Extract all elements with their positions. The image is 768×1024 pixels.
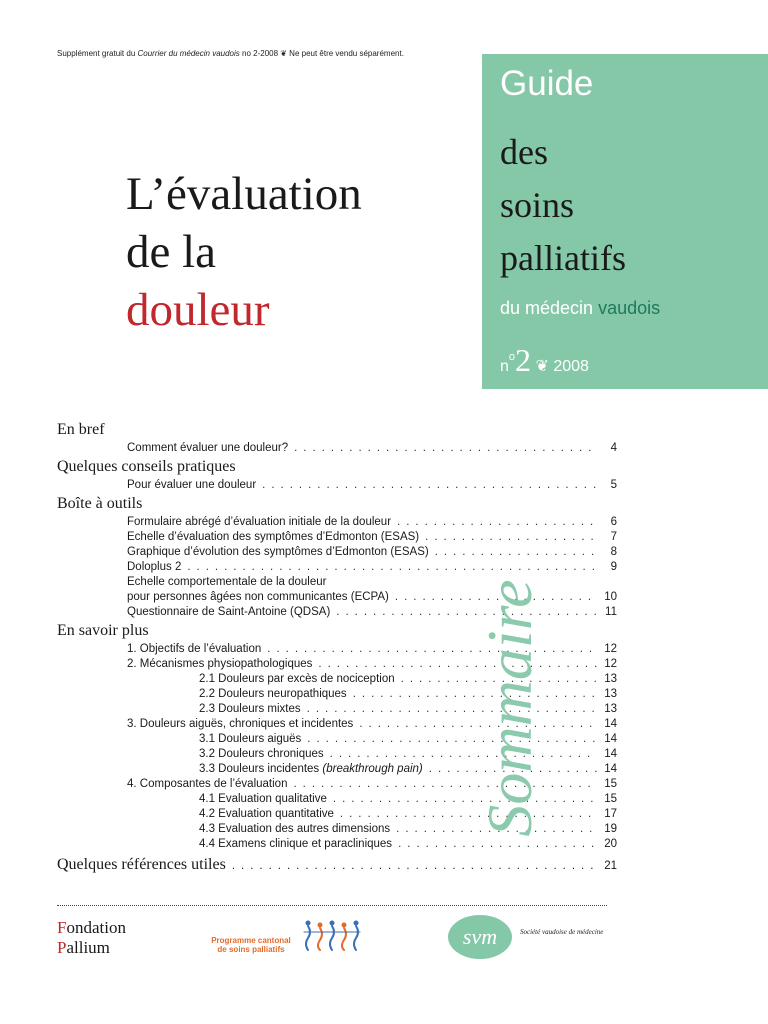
ornament-icon: ❦: [535, 358, 549, 375]
fondation-pallium-logo: Fondation Pallium: [57, 918, 126, 957]
toc-page-number: 12: [604, 658, 617, 670]
supplement-note: Supplément gratuit du Courrier du médecin vaudois no 2-2008 ❦ Ne peut être vendu séparément.: [57, 49, 404, 58]
toc-page-number: 12: [604, 643, 617, 655]
toc-leader-dots: [336, 605, 597, 620]
toc-entry-label: 4. Composantes de l’évaluation: [127, 778, 288, 790]
toc-entry-label: Graphique d’évolution des symptômes d’Edmonton (ESAS): [127, 546, 429, 558]
toc-entry-label: 4.2 Evaluation quantitative: [199, 808, 334, 820]
toc-entry-label: 2.1 Douleurs par excès de nociception: [199, 673, 395, 685]
toc-references: [57, 856, 617, 880]
title-line-2: de la: [126, 226, 217, 278]
toc-page-number: 7: [610, 531, 617, 543]
programme-cantonal-logo: [196, 918, 386, 960]
title-line-3: douleur: [126, 284, 270, 336]
guide-word: Guide: [500, 64, 594, 103]
toc-page-number: 17: [604, 808, 617, 820]
toc-references-title: Quelques références utiles: [57, 856, 226, 873]
toc-page-number: 15: [604, 793, 617, 805]
toc-leader-dots: [293, 777, 597, 792]
toc-leader-dots: [187, 560, 597, 575]
toc-page-number: 10: [604, 591, 617, 603]
toc-entry: [57, 478, 617, 493]
toc-entry-label: 3.3 Douleurs incidentes (breakthrough pain): [199, 763, 423, 775]
toc-entry-label: pour personnes âgées non communicantes (ECPA): [127, 591, 389, 603]
toc-leader-dots: [330, 747, 597, 762]
toc-leader-dots: [232, 860, 597, 872]
toc-leader-dots: [307, 702, 597, 717]
toc-leader-dots: [267, 642, 597, 657]
toc-entry-label: Comment évaluer une douleur?: [127, 442, 289, 454]
toc-page-number: 21: [604, 860, 617, 872]
toc-leader-dots: [340, 807, 597, 822]
toc-entry-label: 1. Objectifs de l’évaluation: [127, 643, 262, 655]
toc-leader-dots: [333, 792, 597, 807]
guide-line-2: soins: [500, 185, 575, 225]
toc-page-number: 20: [604, 838, 617, 850]
toc-page-number: 9: [610, 561, 617, 573]
toc-entry-label: 3.2 Douleurs chroniques: [199, 748, 324, 760]
toc-page-number: 14: [604, 733, 617, 745]
document-title: [126, 165, 362, 339]
toc-section-title: Boîte à outils: [57, 495, 143, 512]
toc-leader-dots: [318, 657, 597, 672]
toc-entry-label: 4.4 Examens clinique et paracliniques: [199, 838, 393, 850]
guide-line-1: des: [500, 132, 548, 172]
toc-page-number: 13: [604, 703, 617, 715]
toc-page-number: 4: [610, 442, 617, 454]
toc-leader-dots: [262, 478, 597, 493]
guide-panel: [482, 54, 768, 389]
footer-divider: [57, 905, 607, 906]
toc-entry-label: Doloplus 2: [127, 561, 182, 573]
toc-section-title: En savoir plus: [57, 622, 149, 639]
toc-page-number: 6: [610, 516, 617, 528]
toc-entry-label: Pour évaluer une douleur: [127, 479, 257, 491]
title-line-1: L’évaluation: [126, 168, 362, 220]
toc-entry-label: 4.3 Evaluation des autres dimensions: [199, 823, 391, 835]
toc-entry: [57, 837, 617, 852]
svm-logo: [446, 912, 514, 962]
toc-section-title: Quelques conseils pratiques: [57, 458, 236, 475]
toc-entry: [57, 441, 617, 456]
programme-cantonal-label: Programme cantonal de soins palliatifs: [211, 936, 291, 954]
toc-section-title: En bref: [57, 421, 105, 438]
guide-subtitle: du médecin vaudois: [500, 298, 661, 318]
toc-page-number: 14: [604, 763, 617, 775]
toc-entry-label: 2.3 Douleurs mixtes: [199, 703, 301, 715]
toc-entry-label: 2.2 Douleurs neuropathiques: [199, 688, 347, 700]
toc-entry: [57, 530, 617, 545]
toc-page-number: 5: [610, 479, 617, 491]
toc-page-number: 14: [604, 718, 617, 730]
toc-entry-label: Formulaire abrégé d’évaluation initiale de la douleur: [127, 516, 392, 528]
svm-logo-text: svm: [462, 924, 498, 949]
toc-entry: [57, 560, 617, 575]
toc-entry: [57, 515, 617, 530]
sommaire-vertical-title: Sommaire: [474, 578, 545, 837]
issue-info: $n^o2$ ❦ 2008: [500, 342, 589, 378]
toc-page-number: 13: [604, 673, 617, 685]
toc-page-number: 15: [604, 778, 617, 790]
toc-entry: [57, 545, 617, 560]
toc-entry-label: 3.1 Douleurs aiguës: [199, 733, 302, 745]
toc-entry-label: 4.1 Evaluation qualitative: [199, 793, 327, 805]
toc-entry-label: 2. Mécanismes physiopathologiques: [127, 658, 313, 670]
toc-page-number: 14: [604, 748, 617, 760]
toc-entry-label: 3. Douleurs aiguës, chroniques et incidentes: [127, 718, 354, 730]
toc-page-number: 19: [604, 823, 617, 835]
guide-series-title: [500, 126, 626, 285]
svm-label: Société vaudoise de médecine: [520, 928, 604, 936]
toc-page-number: 8: [610, 546, 617, 558]
toc-entry-label: Echelle comportementale de la douleur: [127, 576, 327, 588]
toc-leader-dots: [294, 441, 597, 456]
guide-line-3: palliatifs: [500, 238, 626, 278]
toc-entry-label: Echelle d’évaluation des symptômes d’Edmonton (ESAS): [127, 531, 420, 543]
toc-page-number: 11: [605, 606, 617, 618]
toc-entry-label: Questionnaire de Saint-Antoine (QDSA): [127, 606, 331, 618]
toc-leader-dots: [307, 732, 597, 747]
toc-page-number: 13: [604, 688, 617, 700]
